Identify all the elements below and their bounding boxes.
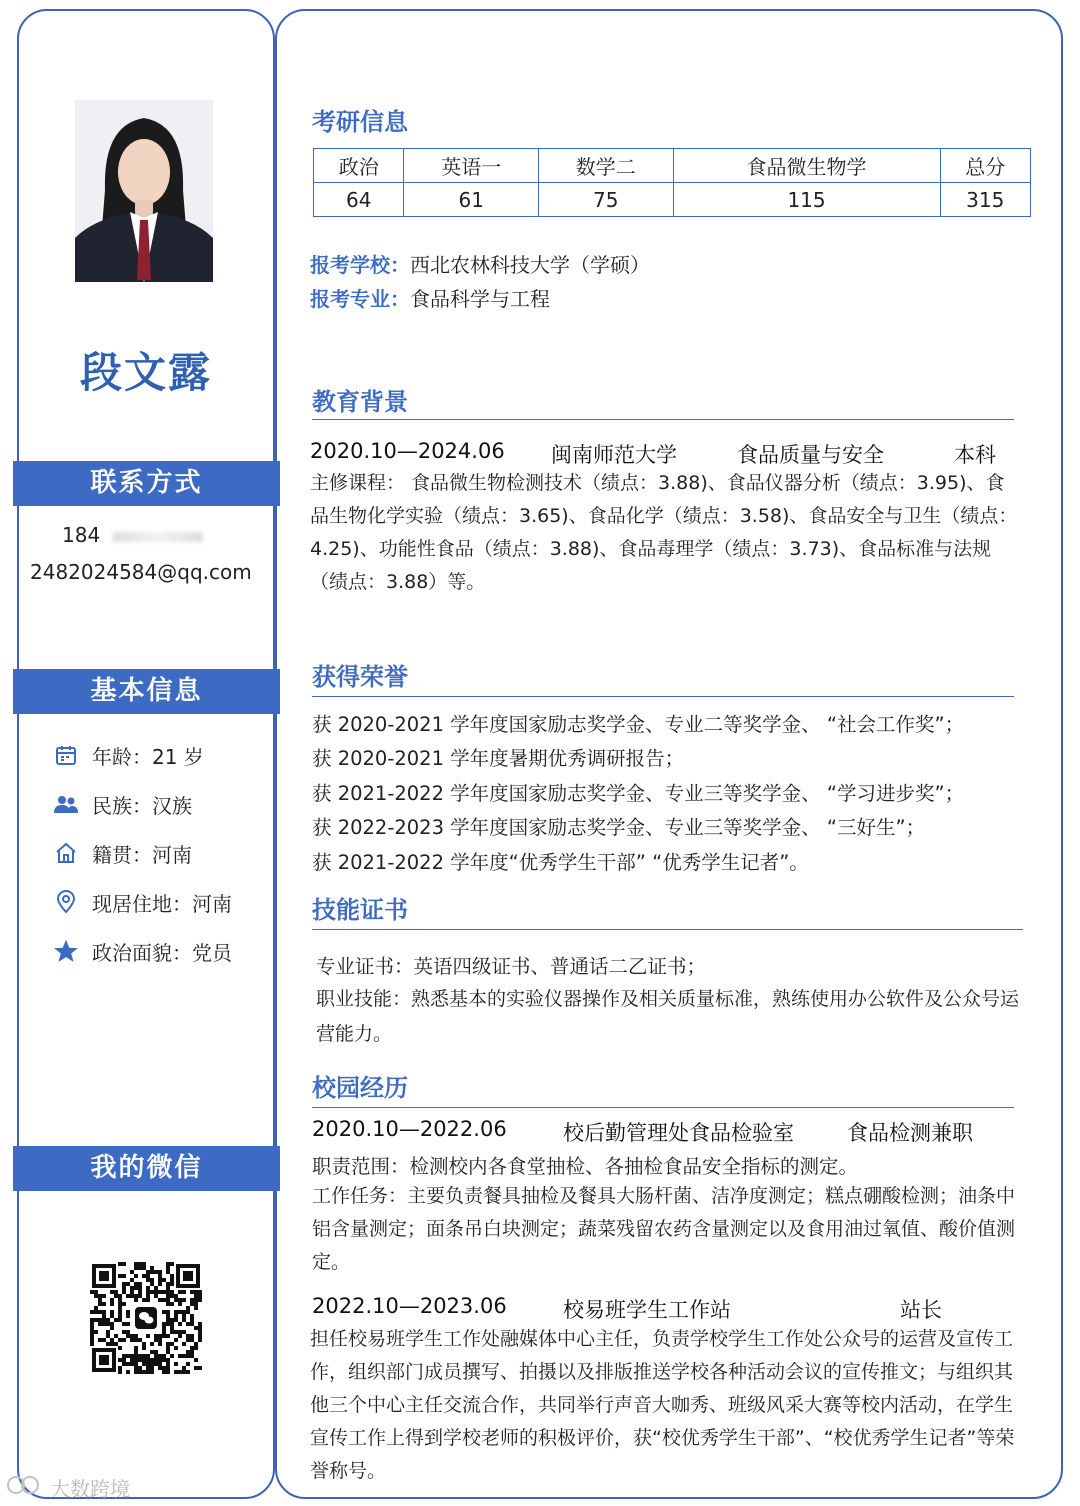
score-header: 政治 <box>314 149 404 183</box>
info-residence <box>52 887 232 917</box>
honor-item: 获 2020-2021 学年度国家励志奖学金、专业二等奖学金、 “社会工作奖”； <box>312 713 965 736</box>
honor-item: 获 2021-2022 学年度“优秀学生干部” “优秀学生记者”。 <box>312 851 809 874</box>
score-header: 数学二 <box>539 149 674 183</box>
phone-number <box>62 523 203 547</box>
honor-item: 获 2022-2023 学年度国家励志奖学金、专业三等奖学金、 “三好生”； <box>312 816 926 839</box>
info-hometown-text: 籍贯：河南 <box>92 842 192 867</box>
wechat-qr-code[interactable] <box>90 1262 202 1374</box>
campus-exp1-role: 食品检测兼职 <box>847 1121 973 1145</box>
campus-exp2-role: 站长 <box>900 1298 942 1322</box>
portrait-photo <box>75 100 213 282</box>
campus-divider <box>312 1107 1014 1108</box>
candidate-name: 段文露 <box>79 348 212 397</box>
honors-section-title: 获得荣誉 <box>312 663 408 691</box>
target-major-value: 食品科学与工程 <box>410 287 550 311</box>
score-value: 75 <box>539 183 674 217</box>
target-school <box>310 249 650 278</box>
campus-exp2-period: 2022.10—2023.06 <box>312 1294 507 1318</box>
score-table-header-row <box>314 149 1031 183</box>
info-hometown <box>52 838 192 868</box>
people-icon <box>52 790 80 818</box>
campus-exp1-period: 2020.10—2022.06 <box>312 1117 507 1141</box>
campus-exp1-tasks: 工作任务：主要负责餐具抽检及餐具大肠杆菌、洁净度测定；糕点硼酸检测；油条中铝含量测定；面条吊白块测定；蔬菜残留农药含量测定以及食用油过氧值、酸价值测定。 <box>312 1185 1016 1273</box>
score-value: 315 <box>940 183 1031 217</box>
score-header: 英语一 <box>404 149 539 183</box>
education-period: 2020.10—2024.06 <box>310 439 505 463</box>
email-address: 2482024584@qq.com <box>30 560 252 584</box>
campus-exp2-org: 校易班学生工作站 <box>563 1298 731 1322</box>
honors-divider <box>312 696 1014 697</box>
phone-blur <box>113 532 203 542</box>
contact-header: 联系方式 <box>13 461 280 506</box>
calendar-icon <box>52 741 80 769</box>
target-school-label: 报考学校： <box>310 253 410 277</box>
education-major: 食品质量与安全 <box>737 443 884 467</box>
score-value: 115 <box>673 183 940 217</box>
education-section-title: 教育背景 <box>312 388 408 416</box>
watermark-logo-icon <box>6 1474 44 1501</box>
target-school-value: 西北农林科技大学（学硕） <box>410 253 650 277</box>
home-icon <box>52 839 80 867</box>
info-ethnicity-text: 民族：汉族 <box>92 793 192 818</box>
score-value: 61 <box>404 183 539 217</box>
education-divider <box>312 419 1014 420</box>
honor-item: 获 2021-2022 学年度国家励志奖学金、专业三等奖学金、 “学习进步奖”； <box>312 782 965 805</box>
skills-section-title: 技能证书 <box>312 896 408 924</box>
skills-divider <box>312 929 1023 930</box>
education-courses: 主修课程： 食品微生物检测技术（绩点：3.88)、食品仪器分析（绩点：3.95)、食品生物化学实验（绩点：3.65)、食品化学（绩点：3.58)、食品安全与卫生（绩点：4.25)、功能性食品（绩点：3.88)、食品毒理学（绩点：3.73)、食品标准与法规（绩点：3.88）等。 <box>310 472 1018 593</box>
wechat-header: 我的微信 <box>13 1146 280 1191</box>
campus-exp1-org: 校后勤管理处食品检验室 <box>563 1121 794 1145</box>
info-ethnicity <box>52 789 192 819</box>
basic-info-header: 基本信息 <box>13 669 280 714</box>
education-degree: 本科 <box>954 443 996 467</box>
skills-certificates: 专业证书：英语四级证书、普通话二乙证书； <box>316 955 707 978</box>
campus-exp1-scope: 职责范围：检测校内各食堂抽检、各抽检食品安全指标的测定。 <box>312 1155 859 1178</box>
location-pin-icon <box>52 888 80 916</box>
honor-item: 获 2020-2021 学年度暑期优秀调研报告； <box>312 747 685 770</box>
score-value: 64 <box>314 183 404 217</box>
campus-section-title: 校园经历 <box>312 1074 408 1102</box>
score-header: 食品微生物学 <box>673 149 940 183</box>
score-table-value-row <box>314 183 1031 217</box>
info-politics-text: 政治面貌：党员 <box>92 940 232 965</box>
info-politics <box>52 936 232 966</box>
star-icon <box>52 937 80 965</box>
campus-exp2-desc: 担任校易班学生工作处融媒体中心主任，负责学校学生工作处公众号的运营及宣传工作，组织部门成员撰写、拍摄以及排版推送学校各种活动会议的宣传推文；与组织其他三个中心主任交流合作，共同举行声音大咖秀、班级风采大赛等校内活动，在学生宣传工作上得到学校老师的积极评价，获“校优秀学生干部”、“校优秀学生记者”等荣誉称号。 <box>310 1328 1015 1482</box>
target-major-label: 报考专业： <box>310 287 410 311</box>
target-major <box>310 283 550 312</box>
skills-abilities: 职业技能：熟悉基本的实验仪器操作及相关质量标准，熟练使用办公软件及公众号运营能力。 <box>316 988 1020 1045</box>
education-school: 闽南师范大学 <box>551 443 677 467</box>
info-age <box>52 740 204 770</box>
info-age-text: 年龄：21 岁 <box>92 744 204 769</box>
phone-text: 184 <box>62 523 101 547</box>
watermark-text: 大数跨境 <box>50 1477 130 1501</box>
score-header: 总分 <box>940 149 1031 183</box>
info-residence-text: 现居住地：河南 <box>92 891 232 916</box>
exam-section-title: 考研信息 <box>312 108 408 136</box>
score-table <box>313 148 1031 217</box>
watermark <box>6 1473 130 1502</box>
